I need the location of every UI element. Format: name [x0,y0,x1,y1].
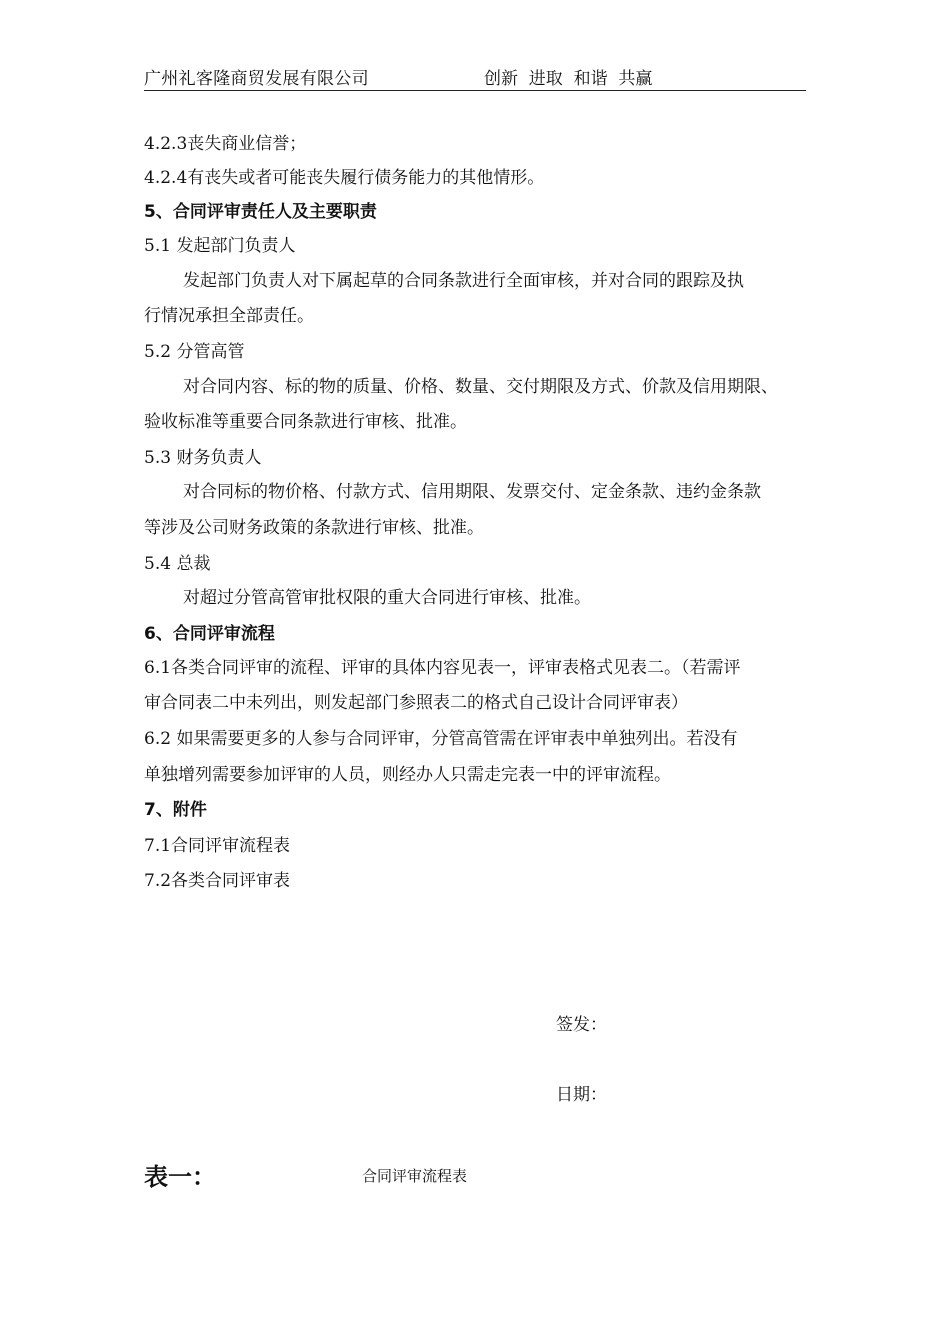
subsection-5-1: 5.1 发起部门负责人 [144,236,296,256]
paragraph-6-2-line1: 6.2 如果需要更多的人参与合同评审，分管高管需在评审表中单独列出。若没有 [144,729,738,749]
table-title: 表一： [144,1163,216,1191]
date-label: 日期： [556,1085,607,1105]
subsection-5-4: 5.4 总裁 [144,554,211,574]
paragraph-5-4: 对超过分管高管审批权限的重大合同进行审核、批准。 [183,588,591,608]
clause-4-2-4: 4.2.4有丧失或者可能丧失履行债务能力的其他情形。 [144,168,545,188]
subsection-5-3: 5.3 财务负责人 [144,448,262,468]
subsection-5-2: 5.2 分管高管 [144,342,245,362]
page-header [144,64,806,91]
issuer-label: 签发： [556,1015,607,1035]
paragraph-5-3-line2: 等涉及公司财务政策的条款进行审核、批准。 [144,518,484,538]
section-heading-5: 5、合同评审责任人及主要职责 [144,202,377,222]
company-slogan: 创新 进取 和谐 共赢 [484,69,653,89]
paragraph-6-1-line1: 6.1各类合同评审的流程、评审的具体内容见表一，评审表格式见表二。（若需评 [144,658,741,678]
paragraph-5-3-line1: 对合同标的物价格、付款方式、信用期限、发票交付、定金条款、违约金条款 [183,482,761,502]
section-heading-6: 6、合同评审流程 [144,624,275,644]
attachment-7-2: 7.2各类合同评审表 [144,871,291,891]
paragraph-5-1-line2: 行情况承担全部责任。 [144,306,314,326]
clause-4-2-3: 4.2.3丧失商业信誉； [144,134,307,154]
attachment-7-1: 7.1合同评审流程表 [144,836,291,856]
table-caption: 合同评审流程表 [362,1167,468,1185]
section-heading-7: 7、附件 [144,800,207,820]
paragraph-5-2-line2: 验收标准等重要合同条款进行审核、批准。 [144,412,467,432]
paragraph-5-1-line1: 发起部门负责人对下属起草的合同条款进行全面审核，并对合同的跟踪及执 [183,271,744,291]
company-name: 广州礼客隆商贸发展有限公司 [144,69,369,89]
paragraph-5-2-line1: 对合同内容、标的物的质量、价格、数量、交付期限及方式、价款及信用期限、 [183,377,778,397]
paragraph-6-1-line2: 审合同表二中未列出，则发起部门参照表二的格式自己设计合同评审表） [144,693,688,713]
paragraph-6-2-line2: 单独增列需要参加评审的人员，则经办人只需走完表一中的评审流程。 [144,765,671,785]
